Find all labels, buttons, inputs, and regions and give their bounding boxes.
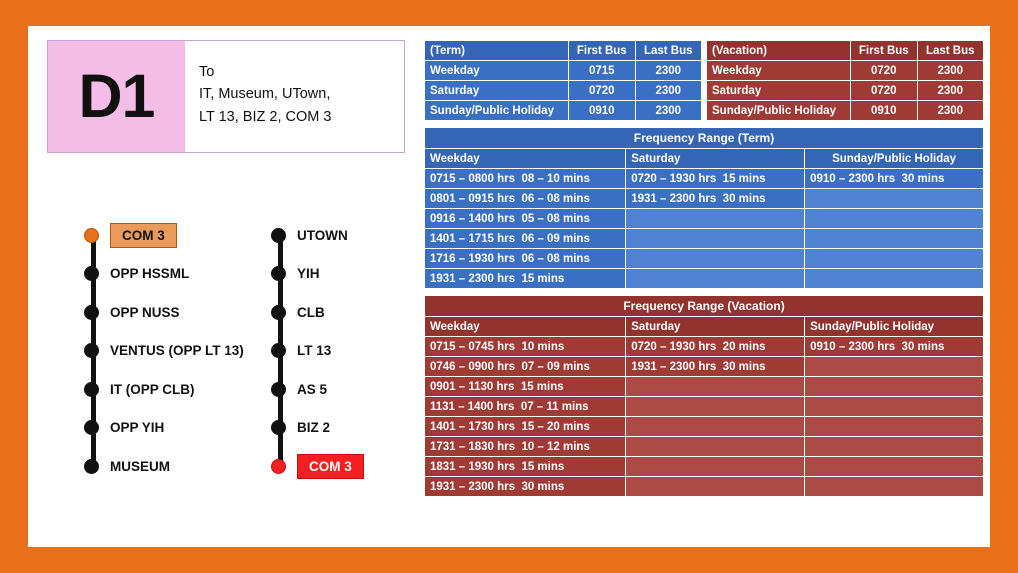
- freq-cell-empty: [805, 417, 984, 437]
- stop-item[interactable]: [271, 216, 364, 255]
- freq-value: 15 mins: [521, 272, 565, 285]
- stop-item[interactable]: [271, 370, 364, 409]
- table-row: [425, 249, 984, 269]
- freq-vac-header-saturday: Saturday: [626, 317, 805, 337]
- freq-cell-weekday: [425, 337, 626, 357]
- table-row: [425, 457, 984, 477]
- freq-term-header-sunday: Sunday/Public Holiday: [805, 149, 984, 169]
- stop-label: COM 3: [110, 223, 177, 248]
- stop-dot-end-icon: [271, 459, 286, 474]
- freq-range: 0715 – 0745 hrs: [430, 340, 516, 353]
- table-row: [707, 81, 984, 101]
- route-destinations-line2: LT 13, BIZ 2, COM 3: [199, 108, 332, 125]
- table-row: [425, 209, 984, 229]
- freq-value: 15 mins: [521, 460, 565, 473]
- stop-label: YIH: [297, 266, 320, 282]
- freq-value: 15 – 20 mins: [521, 420, 590, 433]
- stop-item[interactable]: [84, 370, 244, 409]
- freq-range: 1731 – 1830 hrs: [430, 440, 516, 453]
- freq-value: 10 – 12 mins: [521, 440, 590, 453]
- table-row: [425, 417, 984, 437]
- stop-item[interactable]: [84, 332, 244, 371]
- route-to-label: To: [199, 64, 215, 80]
- freq-range: 1931 – 2300 hrs: [430, 272, 516, 285]
- freq-cell-empty: [805, 209, 984, 229]
- route-destinations-line1: IT, Museum, UTown,: [199, 86, 331, 103]
- freq-cell-empty: [626, 269, 805, 289]
- stop-label: BIZ 2: [297, 420, 331, 436]
- stop-dot-icon: [271, 382, 286, 397]
- freq-value: 30 mins: [722, 192, 766, 205]
- vacation-row-day: Saturday: [707, 81, 851, 101]
- freq-cell-saturday: [626, 169, 805, 189]
- freq-value: 10 mins: [521, 340, 565, 353]
- freq-value: 30 mins: [901, 172, 945, 185]
- route-header: [47, 40, 405, 153]
- route-code-box: [48, 41, 185, 152]
- freq-value: 07 – 11 mins: [520, 400, 589, 413]
- stop-item[interactable]: [84, 216, 244, 255]
- freq-range: 1931 – 2300 hrs: [631, 192, 717, 205]
- freq-cell-empty: [805, 477, 984, 497]
- vacation-row-first: 0910: [851, 101, 917, 121]
- term-row-last: 2300: [635, 61, 701, 81]
- freq-value: 15 mins: [722, 172, 766, 185]
- freq-cell-empty: [626, 249, 805, 269]
- freq-cell-weekday: [425, 357, 626, 377]
- freq-cell-empty: [626, 437, 805, 457]
- freq-value: 20 mins: [722, 340, 766, 353]
- term-row-first: 0715: [569, 61, 635, 81]
- term-row-last: 2300: [635, 101, 701, 121]
- first-last-bus-section: [424, 40, 984, 121]
- poster-card: [28, 26, 990, 547]
- freq-cell-empty: [805, 397, 984, 417]
- freq-cell-empty: [626, 457, 805, 477]
- stop-label: VENTUS (OPP LT 13): [110, 343, 244, 359]
- table-row: [425, 397, 984, 417]
- stop-label: AS 5: [297, 381, 328, 397]
- stop-label: OPP YIH: [110, 420, 165, 436]
- freq-cell-empty: [805, 229, 984, 249]
- stop-dot-icon: [84, 420, 99, 435]
- freq-range: 1716 – 1930 hrs: [430, 252, 516, 265]
- stops-diagram: [28, 216, 438, 516]
- stop-label: OPP HSSML: [110, 266, 190, 282]
- vacation-title: (Vacation): [707, 41, 851, 61]
- freq-vac-header-sunday: Sunday/Public Holiday: [805, 317, 984, 337]
- timetable-panel: [424, 40, 984, 497]
- freq-value: 30 mins: [722, 360, 766, 373]
- term-col-first: First Bus: [569, 41, 635, 61]
- stop-item[interactable]: [271, 447, 364, 486]
- freq-value: 05 – 08 mins: [521, 212, 590, 225]
- freq-range: 0715 – 0800 hrs: [430, 172, 516, 185]
- freq-value: 07 – 09 mins: [521, 360, 590, 373]
- freq-value: 08 – 10 mins: [521, 172, 590, 185]
- table-row: [707, 61, 984, 81]
- stop-dot-icon: [84, 343, 99, 358]
- freq-range: 0720 – 1930 hrs: [631, 340, 717, 353]
- freq-cell-weekday: [425, 229, 626, 249]
- freq-value: 15 mins: [520, 380, 564, 393]
- table-row: [425, 101, 702, 121]
- freq-cell-saturday: [626, 357, 805, 377]
- stop-item[interactable]: [271, 409, 364, 448]
- freq-cell-empty: [626, 377, 805, 397]
- freq-cell-empty: [626, 229, 805, 249]
- freq-term-header-saturday: Saturday: [626, 149, 805, 169]
- stop-label: COM 3: [297, 454, 364, 479]
- freq-range: 0910 – 2300 hrs: [810, 340, 896, 353]
- freq-range: 1401 – 1715 hrs: [430, 232, 516, 245]
- table-row: [425, 477, 984, 497]
- first-last-vacation-table: [706, 40, 984, 121]
- stop-label: UTOWN: [297, 227, 348, 243]
- freq-vac-header-weekday: Weekday: [425, 317, 626, 337]
- term-row-day: Saturday: [425, 81, 569, 101]
- stop-item[interactable]: [84, 293, 244, 332]
- vacation-row-last: 2300: [917, 101, 983, 121]
- freq-cell-empty: [626, 417, 805, 437]
- freq-cell-empty: [805, 437, 984, 457]
- freq-range: 0801 – 0915 hrs: [430, 192, 516, 205]
- stop-dot-icon: [84, 266, 99, 281]
- stop-item[interactable]: [84, 409, 244, 448]
- freq-cell-empty: [805, 189, 984, 209]
- table-row: [425, 61, 702, 81]
- route-destination-block: [185, 41, 404, 152]
- table-row: [425, 269, 984, 289]
- first-last-term-table-wrap: [424, 40, 702, 121]
- freq-range: 0901 – 1130 hrs: [430, 380, 515, 393]
- freq-cell-weekday: [425, 457, 626, 477]
- freq-range: 1931 – 2300 hrs: [631, 360, 717, 373]
- freq-value: 06 – 08 mins: [521, 192, 590, 205]
- frequency-vacation-title: Frequency Range (Vacation): [425, 296, 984, 317]
- vacation-row-day: Weekday: [707, 61, 851, 81]
- stop-dot-icon: [271, 228, 286, 243]
- freq-cell-weekday: [425, 437, 626, 457]
- vacation-row-first: 0720: [851, 61, 917, 81]
- freq-cell-weekday: [425, 209, 626, 229]
- term-row-day: Sunday/Public Holiday: [425, 101, 569, 121]
- stop-item[interactable]: [84, 447, 244, 486]
- stop-label: OPP NUSS: [110, 304, 180, 320]
- table-row: [425, 437, 984, 457]
- stop-dot-icon: [84, 459, 99, 474]
- table-row: [425, 357, 984, 377]
- frequency-term-title: Frequency Range (Term): [425, 128, 984, 149]
- freq-range: 0720 – 1930 hrs: [631, 172, 717, 185]
- stop-label: MUSEUM: [110, 458, 170, 474]
- frequency-term-table: [424, 127, 984, 289]
- freq-cell-saturday: [626, 337, 805, 357]
- first-last-term-table: [424, 40, 702, 121]
- stop-dot-start-icon: [84, 228, 99, 243]
- term-row-first: 0720: [569, 81, 635, 101]
- stop-item[interactable]: [271, 255, 364, 294]
- freq-cell-empty: [805, 357, 984, 377]
- stop-dot-icon: [271, 266, 286, 281]
- term-row-last: 2300: [635, 81, 701, 101]
- frequency-term-section: [424, 127, 984, 289]
- freq-cell-empty: [805, 249, 984, 269]
- freq-value: 06 – 09 mins: [521, 232, 590, 245]
- freq-value: 30 mins: [521, 480, 565, 493]
- vacation-row-last: 2300: [917, 81, 983, 101]
- freq-cell-weekday: [425, 189, 626, 209]
- stop-label: LT 13: [297, 343, 332, 359]
- stop-dot-icon: [271, 343, 286, 358]
- freq-cell-empty: [805, 457, 984, 477]
- freq-range: 1931 – 2300 hrs: [430, 480, 516, 493]
- table-row: [425, 81, 702, 101]
- freq-cell-empty: [805, 269, 984, 289]
- stop-label: CLB: [297, 304, 325, 320]
- table-row: [425, 169, 984, 189]
- freq-range: 0746 – 0900 hrs: [430, 360, 516, 373]
- stops-column-inbound: [271, 216, 364, 486]
- freq-cell-sunday: [805, 169, 984, 189]
- freq-value: 30 mins: [901, 340, 945, 353]
- freq-cell-weekday: [425, 169, 626, 189]
- stop-item[interactable]: [84, 255, 244, 294]
- vacation-row-day: Sunday/Public Holiday: [707, 101, 851, 121]
- stop-label: IT (OPP CLB): [110, 381, 195, 397]
- vacation-row-last: 2300: [917, 61, 983, 81]
- freq-cell-weekday: [425, 249, 626, 269]
- freq-cell-weekday: [425, 417, 626, 437]
- term-row-first: 0910: [569, 101, 635, 121]
- stop-dot-icon: [84, 305, 99, 320]
- frequency-vacation-section: [424, 295, 984, 497]
- freq-cell-saturday: [626, 189, 805, 209]
- freq-range: 1131 – 1400 hrs: [430, 400, 515, 413]
- frequency-vacation-table: [424, 295, 984, 497]
- freq-range: 0910 – 2300 hrs: [810, 172, 896, 185]
- first-last-vacation-table-wrap: [706, 40, 984, 121]
- freq-cell-empty: [805, 377, 984, 397]
- table-row: [425, 189, 984, 209]
- freq-cell-weekday: [425, 269, 626, 289]
- freq-cell-empty: [626, 397, 805, 417]
- freq-cell-sunday: [805, 337, 984, 357]
- freq-range: 1831 – 1930 hrs: [430, 460, 516, 473]
- route-code: D1: [78, 62, 155, 130]
- table-row: [425, 377, 984, 397]
- vacation-col-first: First Bus: [851, 41, 917, 61]
- stops-column-outbound: [84, 216, 244, 486]
- table-row: [707, 101, 984, 121]
- freq-cell-empty: [626, 209, 805, 229]
- table-row: [425, 337, 984, 357]
- stop-dot-icon: [271, 305, 286, 320]
- freq-cell-weekday: [425, 477, 626, 497]
- stop-dot-icon: [84, 382, 99, 397]
- table-row: [425, 229, 984, 249]
- freq-value: 06 – 08 mins: [521, 252, 590, 265]
- vacation-col-last: Last Bus: [917, 41, 983, 61]
- term-title: (Term): [425, 41, 569, 61]
- freq-range: 0916 – 1400 hrs: [430, 212, 516, 225]
- term-row-day: Weekday: [425, 61, 569, 81]
- freq-range: 1401 – 1730 hrs: [430, 420, 516, 433]
- stop-dot-icon: [271, 420, 286, 435]
- freq-cell-empty: [626, 477, 805, 497]
- term-col-last: Last Bus: [635, 41, 701, 61]
- stop-item[interactable]: [271, 293, 364, 332]
- freq-cell-weekday: [425, 377, 626, 397]
- freq-term-header-weekday: Weekday: [425, 149, 626, 169]
- freq-cell-weekday: [425, 397, 626, 417]
- vacation-row-first: 0720: [851, 81, 917, 101]
- stop-item[interactable]: [271, 332, 364, 371]
